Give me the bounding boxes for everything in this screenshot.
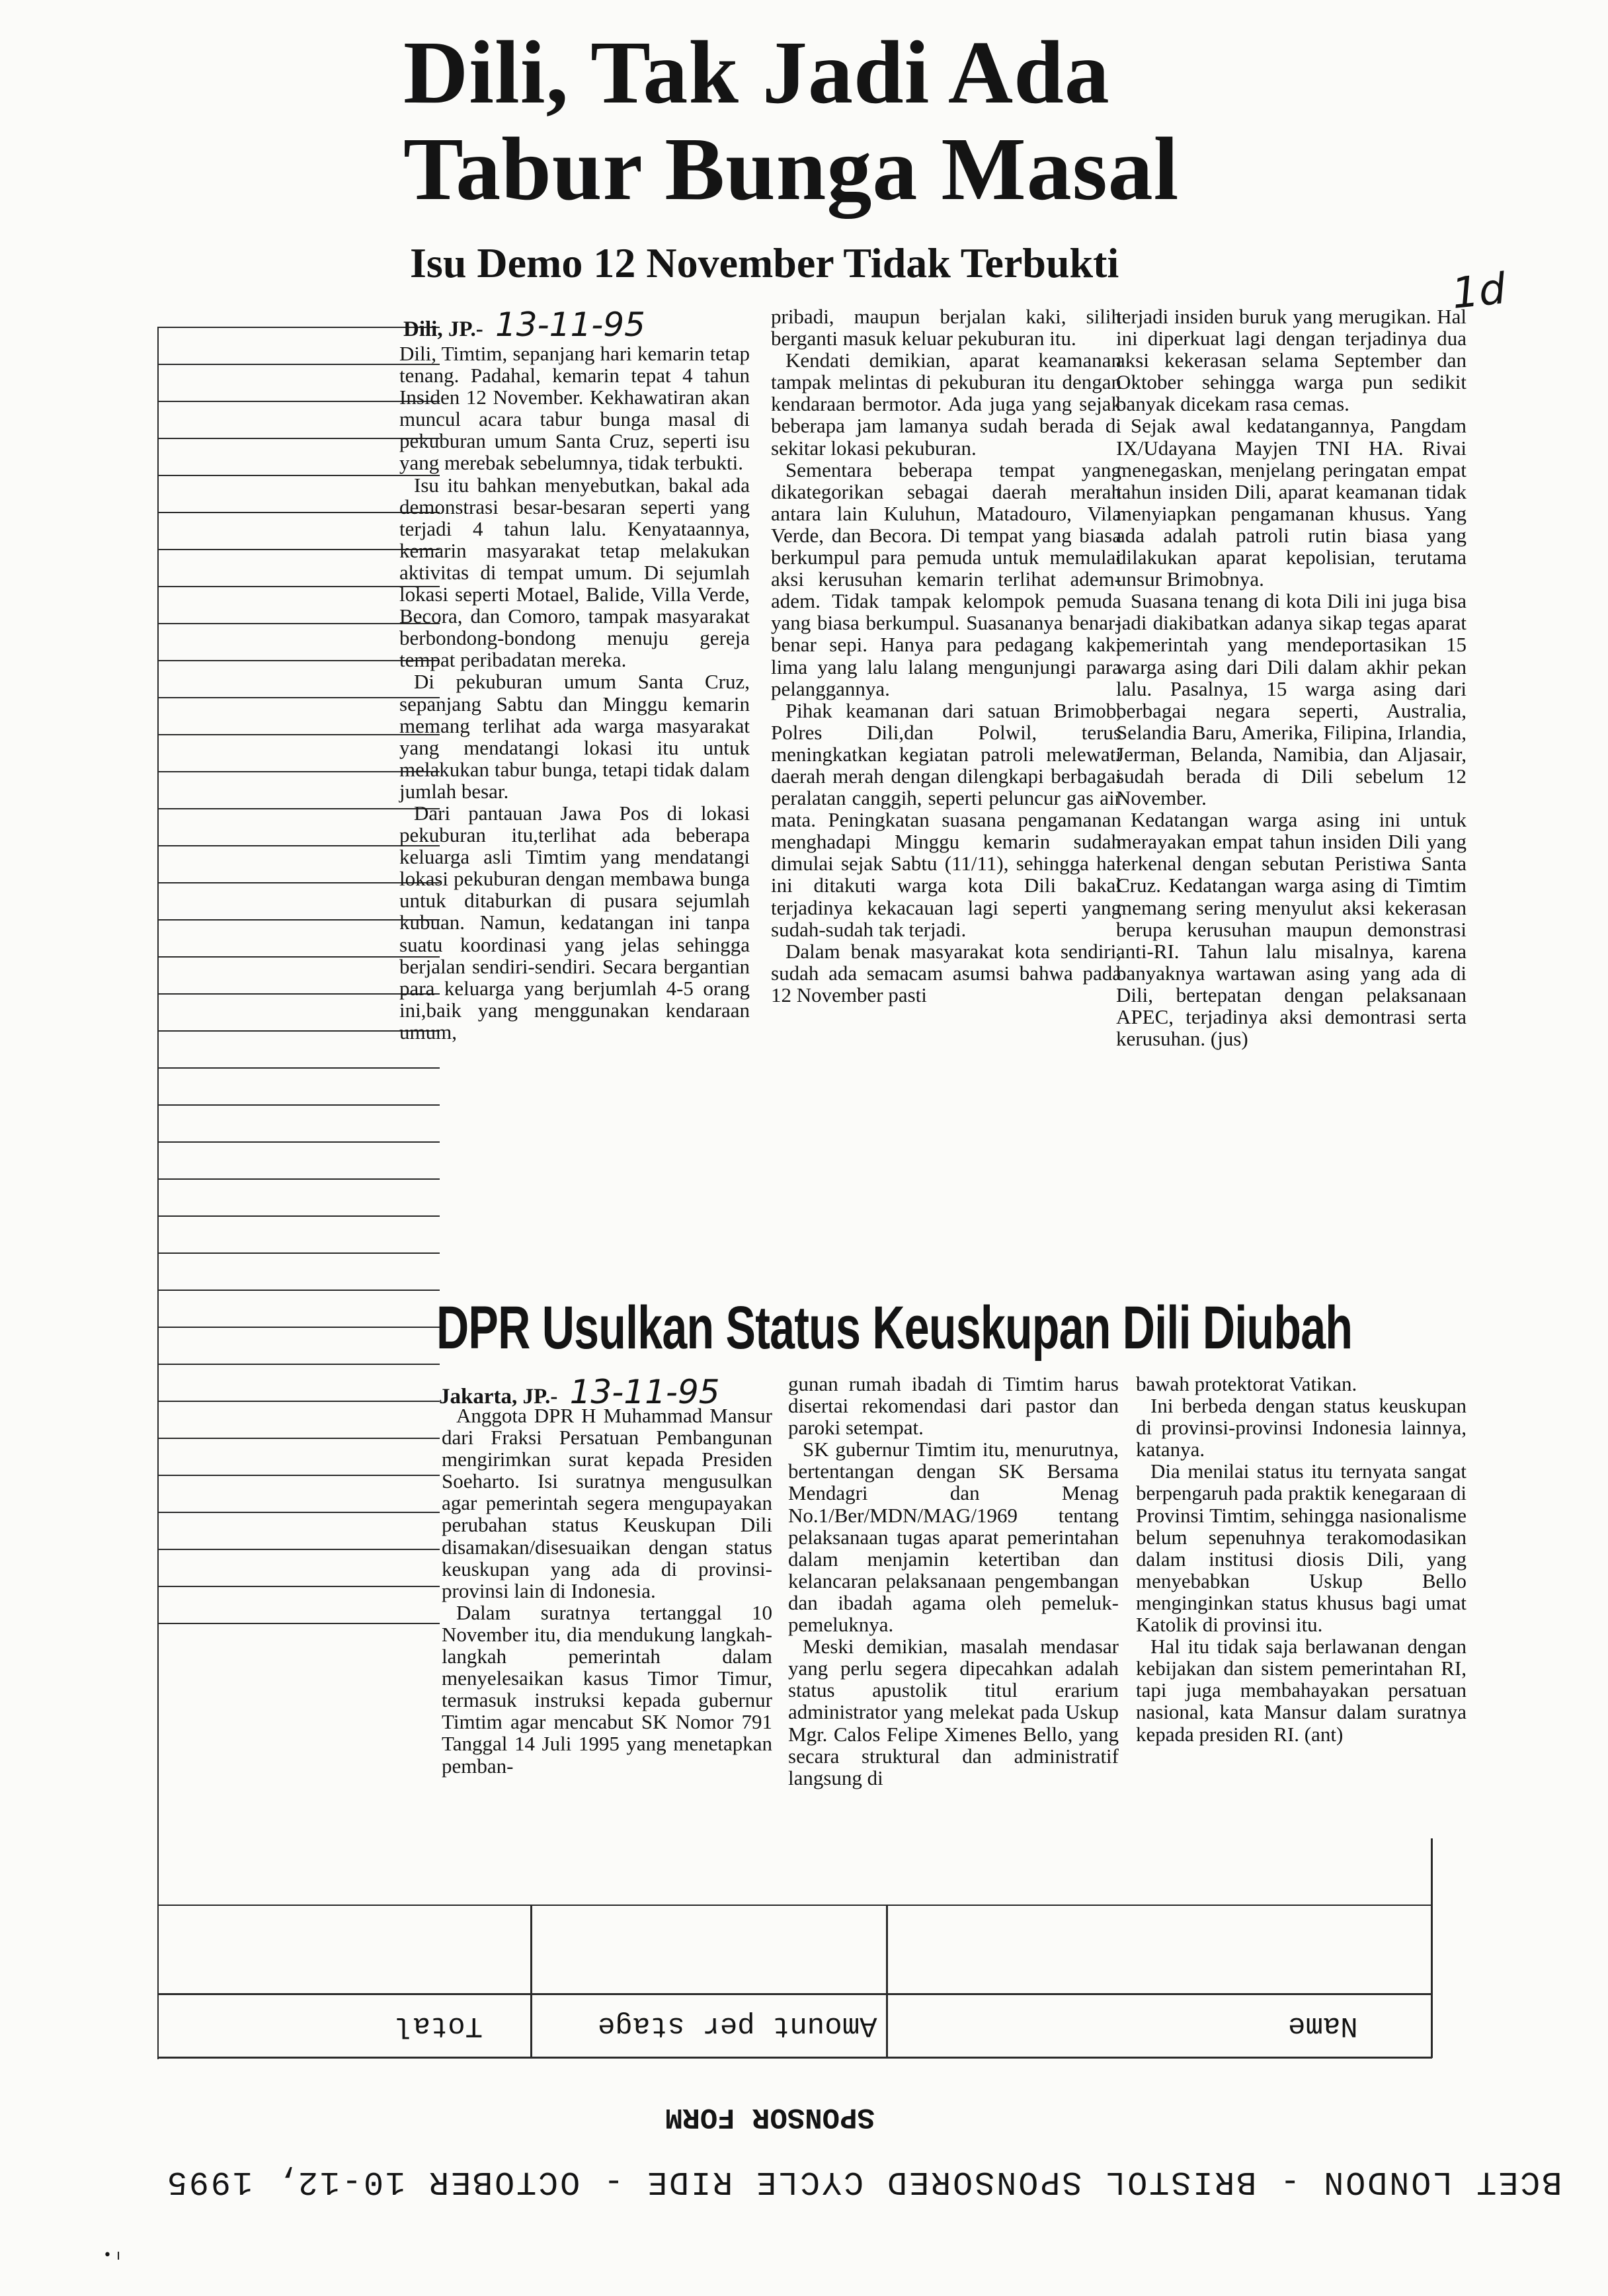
dateline-text: Dili, JP.- — [403, 317, 483, 341]
handwritten-date: 13-11-95 — [569, 1373, 720, 1411]
paragraph: pribadi, maupun berjalan kaki, silih berganti masuk keluar pekuburan itu. — [771, 305, 1121, 350]
paragraph: Dari pantauan Jawa Pos di lokasi pekuburan itu,terlihat ada beberapa keluarga asli Timtim yang mendatangi lokasi pekuburan dengan membawa bunga untuk ditaburkan di pusara sejumlah kubuan. Namun, kedatangan ini tanpa suatu koordinasi yang jelas sehingga berjalan sendiri-sendiri. Secara bergantian para keluarga yang berjumlah 4-5 orang ini,baik yang menggunakan kendaraan umum, — [399, 801, 750, 1044]
paragraph: SK gubernur Timtim itu, menurutnya, bertentangan dengan SK Bersama Mendagri dan Menag No.1/Ber/MDN/MAG/1969 tentang pelaksanaan tugas aparat pemerintahan dalam menjamin ketertiban dan kelancaran pelaksanaan pengembangan dan ibadah agama oleh pemeluk-pemeluknya. — [788, 1438, 1119, 1637]
stray-mark: • ı — [103, 2247, 121, 2264]
paragraph: Dalam benak masyarakat kota sendiri, sudah ada semacam asumsi bahwa pada 12 November pasti — [771, 939, 1121, 1006]
form-table-right-border — [1431, 1838, 1433, 2058]
article2-column-3 — [1136, 1373, 1467, 1745]
paragraph: Ini berbeda dengan status keuskupan di provinsi-provinsi Indonesia lainnya, katanya. — [1136, 1394, 1467, 1461]
paragraph: Kedatangan warga asing ini untuk merayakan empat tahun insiden Dili yang terkenal dengan sebutan Peristiwa Santa Cruz. Kedatangan warga asing di Timtim memang sering menyulut aksi kekerasan berupa kerusuhan maupun demonstrasi anti-RI. Tahun lalu misalnya, karena banyaknya wartawan asing yang ada di Dili, bertepatan dengan pelaksanaan APEC, terjadinya aksi demontrasi serta kerusuhan. (jus) — [1116, 808, 1467, 1051]
paragraph: Meski demikian, masalah mendasar yang perlu segera dipecahkan adalah status apustolik titul erarium administrator yang melekat pada Uskup Mgr. Calos Felipe Ximenes Bello, yang secara struktural dan administratif langsung di — [788, 1635, 1119, 1789]
subheadline: Isu Demo 12 November Tidak Terbukti — [410, 239, 1119, 286]
paragraph: Hal itu tidak saja berlawanan dengan kebijakan dan sistem pemerintahan RI, tapi juga membahayakan persatuan nasional, kata Mansur dalam suratnya kepada presiden RI. (ant) — [1136, 1635, 1467, 1746]
form-col-name: Name — [1288, 2009, 1358, 2042]
headline-line-2: Tabur Bunga Masal — [403, 120, 1180, 219]
form-subtitle: SPONSOR FORM — [665, 2100, 875, 2133]
article1-column-2 — [771, 306, 1121, 1006]
paragraph: Dia menilai status itu ternyata sangat berpengaruh pada praktik kenegaraan di Provinsi Timtim, sehingga nasionalisme belum sepenuhnya terakomodasikan dalam institusi diosis Dili, yang menyebabkan Uskup Bello menginginkan status khusus bagi umat Katolik di provinsi itu. — [1136, 1459, 1467, 1637]
headline — [403, 23, 1474, 219]
form-table-divider-2 — [886, 1905, 888, 2058]
paragraph: Dalam suratnya tertanggal 10 November itu, dia mendukung langkah-langkah pemerintah dalam menyelesaikan kasus Timor Timur, termasuk instruksi kepada gubernur Timtim agar mencabut SK Nomor 791 Tanggal 14 Juli 1995 yang menetapkan pemban- — [442, 1600, 772, 1778]
article2-column-2 — [788, 1373, 1119, 1789]
form-col-amount: Amount per stage — [598, 2009, 877, 2042]
paragraph: Sementara beberapa tempat yang dikategorikan sebagai daerah merah antara lain Kuluhun, Matadouro, Vila Verde, dan Becora. Di tempat yang biasa berkumpul para pemuda untuk memulai aksi kerusuhan kemarin terlihat adem-adem. Tidak tampak kelompok pemuda yang biasa berkumpul. Suasananya benar-benar sepi. Hanya para pedagang kaki lima yang lalu lalang mengunjungi para pelanggannya. — [771, 458, 1121, 700]
paragraph: terjadi insiden buruk yang merugikan. Hal ini diperkuat lagi dengan terjadinya dua aksi kekerasan selama September dan Oktober sehingga warga pun sedikit banyak dicekam rasa cemas. — [1116, 305, 1467, 416]
paragraph: Anggota DPR H Muhammad Mansur dari Fraksi Persatuan Pembangunan mengirimkan surat kepada Presiden Soeharto. Isi suratnya mengusulkan agar pemerintah segera mengupayakan perubahan status Keuskupan Dili disamakan/disesuaikan dengan status keuskupan yang ada di provinsi-provinsi lain di Indonesia. — [442, 1404, 772, 1602]
form-left-border — [157, 327, 159, 2059]
paragraph: gunan rumah ibadah di Timtim harus disertai rekomendasi dari pastor dan paroki setempat. — [788, 1372, 1119, 1440]
form-table-header-rule — [157, 1993, 1432, 1995]
form-col-total: Total — [395, 2009, 483, 2042]
article1-column-3 — [1116, 306, 1467, 1049]
paragraph: bawah protektorat Vatikan. — [1136, 1372, 1357, 1395]
form-table-divider-1 — [530, 1905, 532, 2058]
article1-column-1 — [399, 343, 750, 1043]
form-title: BCET LONDON - BRISTOL SPONSORED CYCLE RIDE - OCTOBER 10-12, 1995 — [165, 2162, 1562, 2200]
dateline-dili — [403, 306, 645, 344]
form-table-top — [157, 2057, 1432, 2059]
dateline-text: Jakarta, JP.- — [439, 1385, 558, 1409]
paragraph: Sejak awal kedatangannya, Pangdam IX/Udayana Mayjen TNI HA. Rivai menegaskan, menjelang peringatan empat tahun insiden Dili, aparat keamanan tidak menyiapkan pengamanan khusus. Yang ada adalah patroli rutin biasa yang dilakukan aparat kepolisian, terutama unsur Brimobnya. — [1116, 414, 1467, 591]
paragraph: Isu itu bahkan menyebutkan, bakal ada demonstrasi besar-besaran seperti yang terjadi 4 tahun lalu. Kenyataannya, kemarin masyarakat tetap melakukan aktivitas di tempat umum. Di sejumlah lokasi seperti Motael, Balide, Villa Verde, Becora, dan Comoro, tampak masyarakat berbondong-bondong menuju gereja tempat peribadatan mereka. — [399, 473, 750, 672]
handwritten-date: 13-11-95 — [495, 306, 645, 344]
form-rules — [159, 327, 440, 1660]
paragraph: Di pekuburan umum Santa Cruz, sepanjang Sabtu dan Minggu kemarin memang terlihat ada warga masyarakat yang mendatangi lokasi itu untuk melakukan tabur bunga, tetapi tidak dalam jumlah besar. — [399, 670, 750, 803]
margin-note: 1d — [1449, 264, 1508, 319]
paragraph: Dili, Timtim, sepanjang hari kemarin tetap tenang. Padahal, kemarin tepat 4 tahun Insiden 12 November. Kekhawatiran akan muncul acara tabur bunga masal di pekuburan umum Santa Cruz, seperti isu yang merebak sebelumnya, tidak terbukti. — [399, 342, 750, 475]
form-table-rule — [157, 1905, 1432, 1906]
paragraph: Pihak keamanan dari satuan Brimob, Polres Dili,dan Polwil, terus meningkatkan kegiatan patroli melewati daerah merah dengan dilengkapi berbagai peralatan canggih, seperti peluncur gas air mata. Peningkatan suasana pengamanan menghadapi Minggu kemarin sudah dimulai sejak Sabtu (11/11), sehingga hal ini ditakuti warga kota Dili bakal terjadinya kekacauan lagi seperti yang sudah-sudah tak terjadi. — [771, 698, 1121, 941]
paragraph: Kendati demikian, aparat keamanan tampak melintas di pekuburan itu dengan kendaraan bermotor. Ada juga yang sejak beberapa jam lamanya sudah berada di sekitar lokasi pekuburan. — [771, 348, 1121, 460]
headline-line-1: Dili, Tak Jadi Ada — [403, 23, 1110, 122]
article2-column-1 — [442, 1405, 772, 1777]
paragraph: Suasana tenang di kota Dili ini juga bisa jadi diakibatkan adanya sikap tegas aparat pemerintah yang mendeportasikan 15 warga asing dari Dili dalam akhir pekan lalu. Pasalnya, 15 warga asing dari berbagai negara seperti, Australia, Selandia Baru, Amerika, Filipina, Irlandia, Jerman, Belanda, Namibia, dan Aljasair, sudah berada di Dili sebelum 12 November. — [1116, 589, 1467, 810]
article2-headline: DPR Usulkan Status Keuskupan Dili Diubah — [436, 1294, 1353, 1362]
